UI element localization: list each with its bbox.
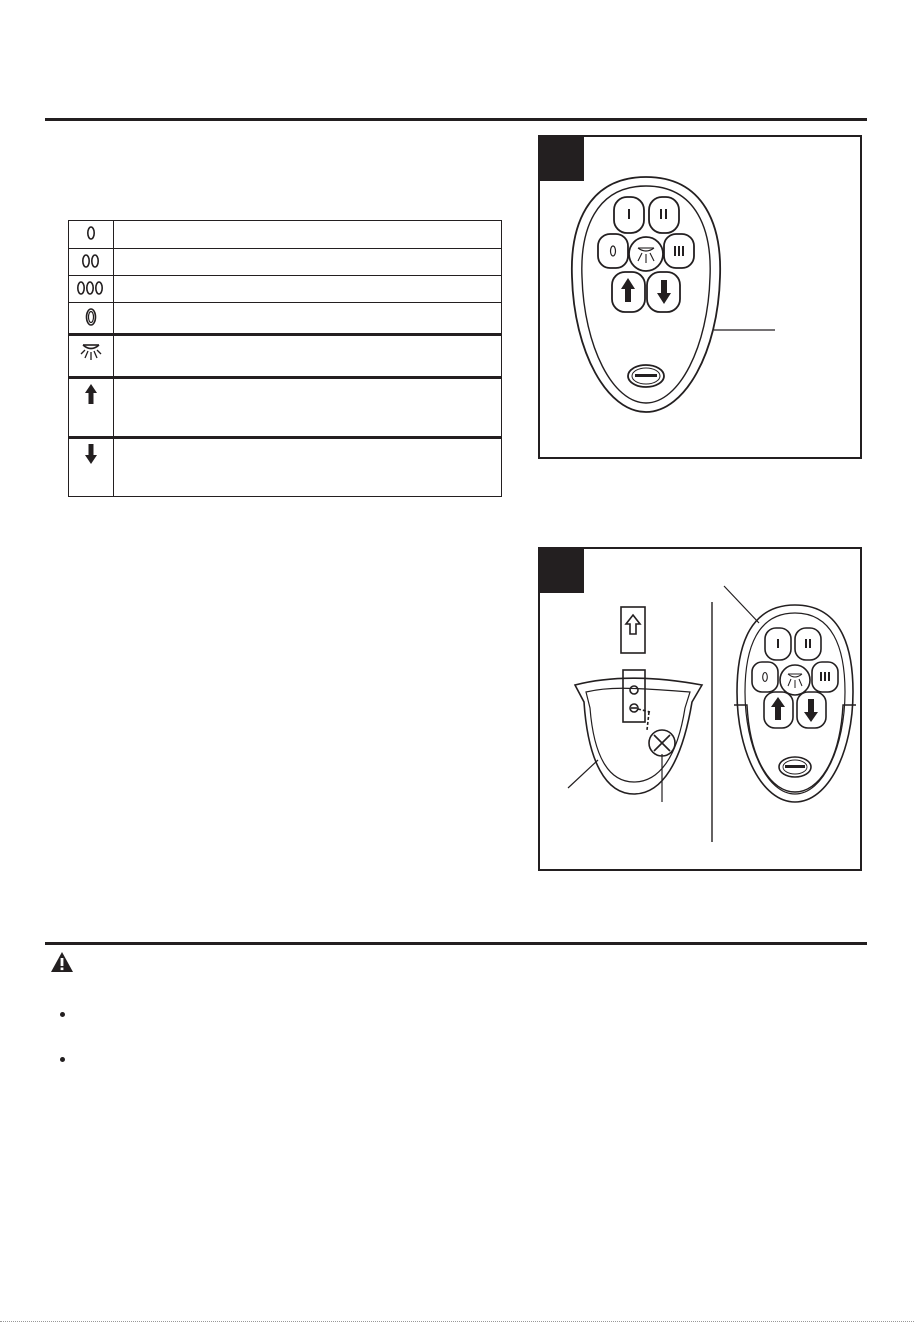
table-row [69,249,501,276]
off-symbol [69,303,114,333]
table-row [69,303,501,334]
remote-control-figure [538,135,862,459]
row-description [114,303,501,333]
arrow-up-icon [69,379,114,436]
row-description [114,276,501,302]
light-icon [69,336,114,376]
row-description [114,336,501,376]
bullet-marker [60,1012,65,1017]
table-row [69,377,501,437]
table-row [69,221,501,249]
warning-triangle-icon [50,951,74,978]
button-function-table [68,220,502,497]
arrow-down-icon [69,439,114,496]
table-row [69,334,501,377]
remote-control-drawing [540,137,860,457]
row-description [114,249,501,275]
wall-holder-mounting-figure [538,547,862,871]
medium-speed-symbol [69,249,114,275]
page-bottom-edge [0,1321,914,1322]
row-description [114,221,501,248]
low-speed-symbol [69,221,114,248]
top-rule [45,118,867,121]
table-row [69,276,501,303]
table-row [69,437,501,497]
wall-holder-drawing [540,549,860,869]
bullet-marker [60,1057,65,1062]
warning-rule [45,942,867,945]
high-speed-symbol [69,276,114,302]
row-description [114,439,501,496]
row-description [114,379,501,436]
